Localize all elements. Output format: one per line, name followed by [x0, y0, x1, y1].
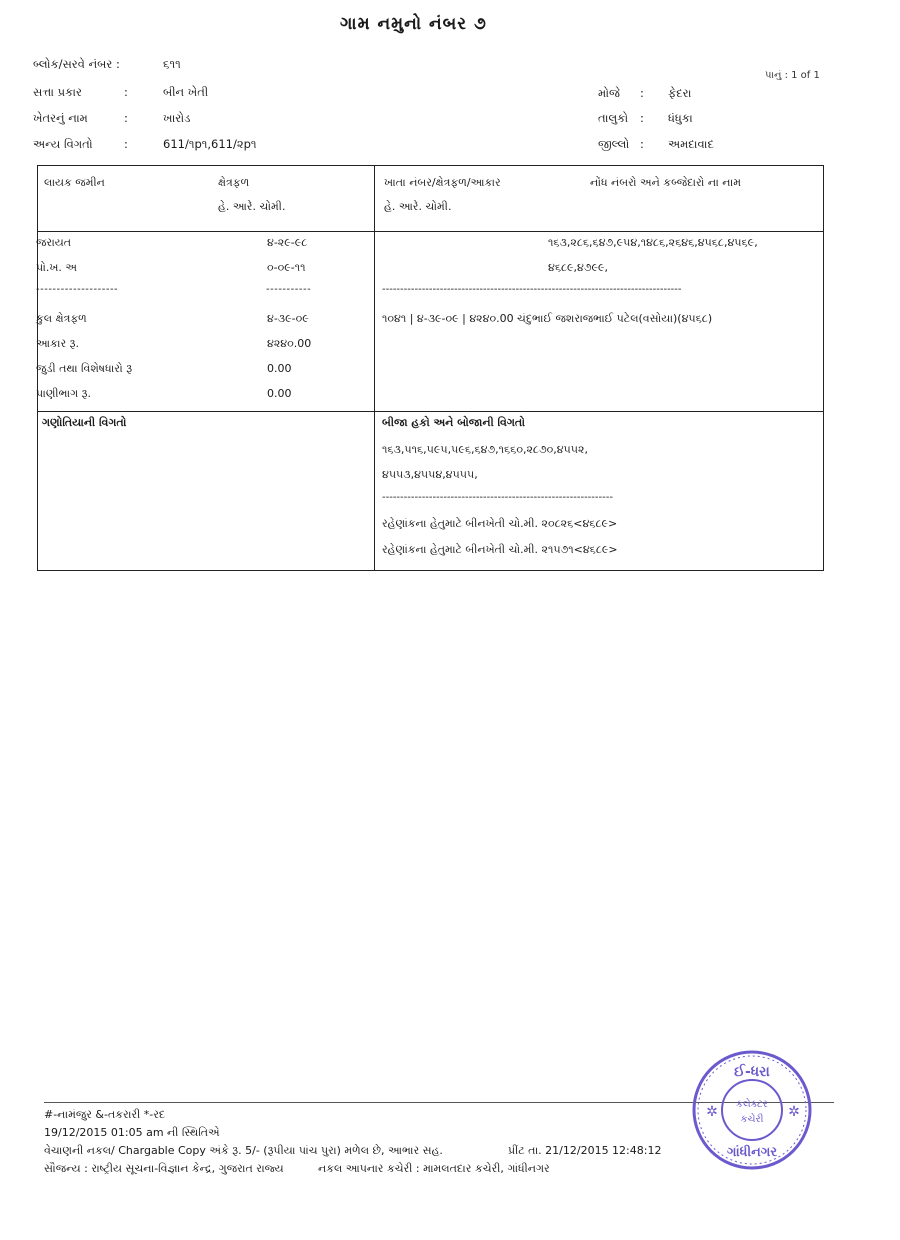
- field-name-sep: :: [124, 111, 128, 125]
- col-area-units: હે. આરે. ચોમી.: [218, 200, 286, 213]
- rights-note: રહેણાંકના હેતુમાટે બીનખેતી ચો.મી. ૨૧૫૭૧<૪૬૮૯>: [382, 543, 618, 556]
- official-stamp: [690, 1048, 814, 1172]
- district-sep: :: [640, 137, 644, 151]
- col-owners-heading: નોંધ નંબરો અને કબ્જેદારો ના નામ: [590, 176, 741, 189]
- tenant-details-heading: ગણોતિયાની વિગતો: [42, 416, 127, 429]
- land-row-label: પો.ખ. અ: [36, 261, 78, 274]
- entry-numbers: ૪૬૮૯,૪૭૯૯,: [548, 261, 609, 274]
- summary-label: આકાર રૂ.: [36, 337, 79, 350]
- survey-number-value: ૬૧૧: [163, 57, 181, 71]
- col-land-heading: લાયક જમીન: [44, 176, 105, 189]
- land-row-label: જરાયત: [36, 236, 72, 249]
- dash-separator-right: -----------------------------------------------------------------------------------: [382, 284, 682, 295]
- other-details-value: 611/૧p૧,611/૨p૧: [163, 137, 257, 151]
- rights-entry-numbers: ૪૫૫૩,૪૫૫૪,૪૫૫૫,: [382, 468, 478, 481]
- land-row-value: ૪-૨૯-૯૮: [267, 236, 308, 249]
- rights-dash-separator: ----------------------------------------------------------------: [382, 492, 613, 503]
- other-details-label: અન્ય વિગતો: [33, 137, 93, 151]
- district-value: અમદાવાદ: [668, 137, 714, 151]
- courtesy-line: સૌજન્ય : રાષ્ટ્રીય સૂચના-વિજ્ઞાન કેન્દ્ર, ગુજરાત રાજ્ય: [44, 1162, 284, 1175]
- stamp-top-text: ઈ-ધરા: [734, 1064, 770, 1080]
- land-row-value: ૦-૦૯-૧૧: [267, 261, 306, 274]
- print-date: પ્રીંટ તા. 21/12/2015 12:48:12: [508, 1144, 662, 1157]
- legend-line: #-નામંજુર &-તકરારી *-રદ: [44, 1108, 166, 1121]
- taluka-value: ધંધુકા: [668, 111, 693, 125]
- summary-value: ૪૨૪૦.00: [267, 337, 312, 350]
- village-value: ફેદરા: [668, 86, 692, 100]
- owner-entry: ૧૦૪૧ | ૪-૩૯-૦૯ | ૪૨૪૦.00 ચંદુભાઈ જશરાજભાઈ પટેલ(વસોયા)(૪૫૬૮): [382, 312, 713, 325]
- rights-details-heading: બીજા હકો અને બોજાની વિગતો: [382, 416, 525, 429]
- entry-numbers: ૧૬૩,૨૮૬,૬૪૭,૯૫૪,૧૪૮૬,૨૬૪૬,૪૫૬૮,૪૫૬૯,: [548, 236, 758, 249]
- field-name-value: ખારોડ: [163, 111, 191, 125]
- taluka-sep: :: [640, 111, 644, 125]
- col-account-heading: ખાતા નંબર/ક્ષેત્રફળ/આકાર: [384, 176, 501, 189]
- village-sep: :: [640, 86, 644, 100]
- stamp-mid-text2: કચેરી: [740, 1114, 764, 1125]
- summary-value: ૪-૩૯-૦૯: [267, 312, 309, 325]
- col-account-units: હે. આરે. ચોમી.: [384, 200, 452, 213]
- village-label: મોજે: [598, 86, 620, 100]
- stamp-seal-icon: [690, 1048, 814, 1172]
- rights-note: રહેણાંકના હેતુમાટે બીનખેતી ચો.મી. ૨૦૮૨૬<૪૬૮૯>: [382, 517, 618, 530]
- summary-label: પાણીભાગ રૂ.: [36, 387, 91, 400]
- summary-label: કુલ ક્ષેત્રફળ: [36, 312, 87, 325]
- stamp-mid-text: કલેક્ટર: [736, 1099, 768, 1110]
- tenure-label: સત્તા પ્રકાર: [33, 85, 82, 99]
- survey-number-label: બ્લોક/સરવે નંબર :: [33, 57, 120, 71]
- summary-value: 0.00: [267, 362, 292, 375]
- table-lower-divider: [37, 411, 823, 412]
- svg-text:✲: ✲: [706, 1104, 718, 1120]
- rights-entry-numbers: ૧૬૩,૫૧૬,૫૯૫,૫૯૬,૬૪૭,૧૬૬૦,૨૮૭૦,૪૫૫૨,: [382, 443, 588, 456]
- other-details-sep: :: [124, 137, 128, 151]
- dash-separator-left: --------------------: [36, 284, 119, 295]
- dash-separator-mid: -----------: [266, 284, 312, 295]
- field-name-label: ખેતરનું નામ: [33, 111, 88, 125]
- copy-note: વેચાણની નકલ/ Chargable Copy અંકે રૂ. 5/- (રૂપીયા પાંચ પુરા) મળેલ છે, આભાર સહ.: [44, 1144, 443, 1157]
- page-title: ગામ નમુનો નંબર ૭: [340, 14, 487, 34]
- summary-label: જુડી તથા વિશેષધારો રૂ: [36, 362, 133, 375]
- table-head-divider: [37, 231, 823, 232]
- page-number: પાનું : 1 of 1: [765, 70, 820, 81]
- tenure-sep: :: [124, 85, 128, 99]
- col-area-heading: ક્ષેત્રફળ: [218, 176, 250, 189]
- stamp-bottom-text: ગાંધીનગર: [726, 1145, 778, 1160]
- table-col-divider: [374, 165, 375, 570]
- status-date: 19/12/2015 01:05 am ની સ્થિતિએ: [44, 1126, 220, 1139]
- svg-text:✲: ✲: [788, 1104, 800, 1120]
- district-label: જીલ્લો: [598, 137, 630, 151]
- table-border-right: [823, 165, 824, 570]
- tenure-value: બીન ખેતી: [163, 85, 209, 99]
- taluka-label: તાલુકો: [598, 111, 629, 125]
- issuing-office: નકલ આપનાર કચેરી : મામલતદાર કચેરી, ગાંધીનગર: [318, 1162, 550, 1175]
- summary-value: 0.00: [267, 387, 292, 400]
- table-border-top: [37, 165, 823, 166]
- table-border-bottom: [37, 570, 824, 571]
